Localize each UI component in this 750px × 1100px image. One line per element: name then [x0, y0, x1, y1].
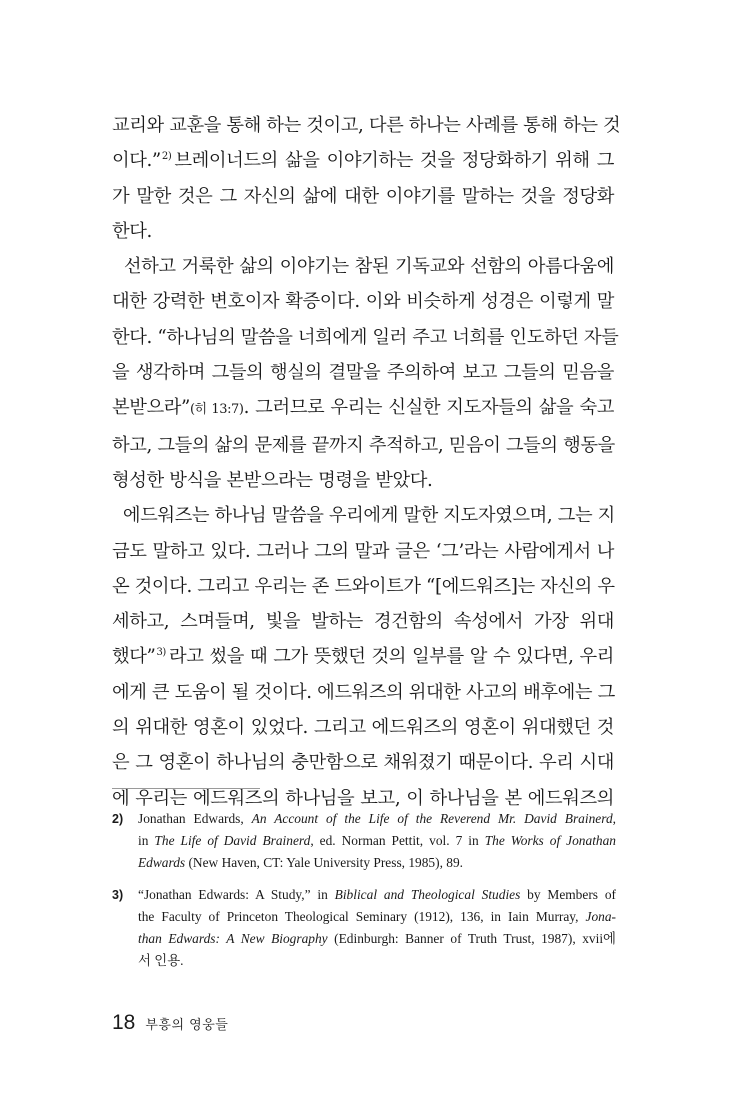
- page-footer: [112, 1011, 228, 1035]
- book-title: The Life of David Brainerd: [154, 833, 311, 848]
- text-span: ,: [612, 811, 616, 826]
- text-span: . 그러므로 우리는 신실한 지도자들의 삶을 숙고: [243, 397, 614, 419]
- text-span: 에드워즈는 하나님 말씀을 우리에게 말한 지도자였으며, 그는 지: [122, 505, 615, 527]
- scripture-citation: (히 13:7): [190, 402, 244, 418]
- text-line: 의 위대한 영혼이 있었다. 그리고 에드워즈의 영혼이 위대했던 것: [112, 717, 614, 739]
- text-span: “Jonathan Edwards: A Study,” in: [138, 887, 335, 902]
- book-title: Edwards: [138, 855, 186, 870]
- footnote-divider: [112, 788, 260, 789]
- text-span: the Faculty of Princeton Theological Seminary (1912), 136, in Iain Murray,: [138, 909, 586, 924]
- text-span: Jonathan Edwards,: [138, 811, 252, 826]
- text-line: 에 우리는 에드워즈의 하나님을 보고, 이 하나님을 본 에드워즈의: [112, 787, 614, 809]
- text-line: 온 것이다. 그리고 우리는 존 드와이트가 “[에드워즈]는 자신의 우: [112, 575, 615, 597]
- text-span: (New Haven, CT: Yale University Press, 1985), 89.: [185, 855, 464, 870]
- book-title: Biblical and Theological Studies: [334, 887, 521, 902]
- running-head: 부흥의 영웅들: [145, 1018, 229, 1033]
- footnote-line: 서 인용.: [138, 953, 184, 968]
- text-line: 대한 강력한 변호이자 확증이다. 이와 비슷하게 성경은 이렇게 말: [112, 291, 614, 313]
- footnote-text: [138, 884, 616, 972]
- text-line: [112, 639, 614, 674]
- text-span: 이다.”: [112, 150, 161, 172]
- text-line: 에게 큰 도움이 될 것이다. 에드워즈의 위대한 사고의 배후에는 그: [112, 681, 615, 703]
- text-line: 을 생각하며 그들의 행실의 결말을 주의하여 보고 그들의 믿음을: [112, 362, 614, 384]
- footnote-line: [138, 884, 616, 906]
- text-span: 본받으라”: [112, 397, 190, 419]
- footnote-text: [138, 808, 616, 874]
- footnote-number: 2): [112, 812, 124, 826]
- footnotes: [112, 808, 616, 982]
- book-title: The Works of Jonathan: [484, 833, 616, 848]
- text-line: [112, 249, 614, 284]
- book-title: than Edwards: A New Biography: [138, 931, 328, 946]
- footnote-number: 3): [112, 888, 124, 902]
- text-line: 한다.: [112, 220, 152, 242]
- text-span: , ed. Norman Pettit, vol. 7 in: [310, 833, 485, 848]
- text-line: 교리와 교훈을 통해 하는 것이고, 다른 하나는 사례를 통해 하는 것: [112, 115, 621, 136]
- footnote-ref-3: 3): [156, 647, 166, 659]
- page-number: 18: [112, 1011, 136, 1034]
- text-line: [112, 498, 614, 533]
- text-line: 세하고, 스며들며, 빛을 발하는 경건함의 속성에서 가장 위대: [112, 611, 614, 633]
- footnote-2: [112, 808, 616, 874]
- text-line: [112, 390, 614, 427]
- text-line: 가 말한 것은 그 자신의 삶에 대한 이야기를 말하는 것을 정당화: [112, 185, 614, 207]
- body-text: [112, 108, 621, 816]
- text-span: 라고 썼을 때 그가 뜻했던 것의 일부를 알 수 있다면, 우리: [168, 646, 615, 668]
- text-span: 브레이너드의 삶을 이야기하는 것을 정당화하기 위해 그: [174, 150, 614, 172]
- book-title: Jona-: [585, 909, 616, 924]
- footnote-line: [138, 830, 616, 852]
- footnote-line: [138, 852, 616, 874]
- book-title: An Account of the Life of the Reverend Mr. David Brainerd: [251, 811, 613, 826]
- footnote-3: [112, 884, 616, 972]
- text-line: [112, 143, 614, 178]
- text-line: 은 그 영혼이 하나님의 충만함으로 채워졌기 때문이다. 우리 시대: [112, 752, 614, 774]
- footnote-line: [138, 928, 616, 950]
- text-line: 형성한 방식을 본받으라는 명령을 받았다.: [112, 469, 433, 491]
- text-span: 했다”: [112, 646, 156, 668]
- text-line: 금도 말하고 있다. 그러나 그의 말과 글은 ‘그’라는 사람에게서 나: [112, 540, 614, 562]
- text-span: 선하고 거룩한 삶의 이야기는 참된 기독교와 선함의 아름다움에: [123, 256, 614, 278]
- text-span: (Edinburgh: Banner of Truth Trust, 1987), xvii에: [327, 931, 616, 946]
- footnote-line: [138, 808, 616, 830]
- footnote-ref-2: 2): [161, 151, 172, 163]
- text-span: by Members of: [520, 887, 616, 902]
- text-line: 하고, 그들의 삶의 문제를 끝까지 추적하고, 믿음이 그들의 행동을: [112, 434, 615, 456]
- footnote-line: [138, 906, 616, 928]
- text-span: in: [138, 833, 155, 848]
- text-line: 한다. “하나님의 말씀을 너희에게 일러 주고 너희를 인도하던 자들: [112, 326, 619, 348]
